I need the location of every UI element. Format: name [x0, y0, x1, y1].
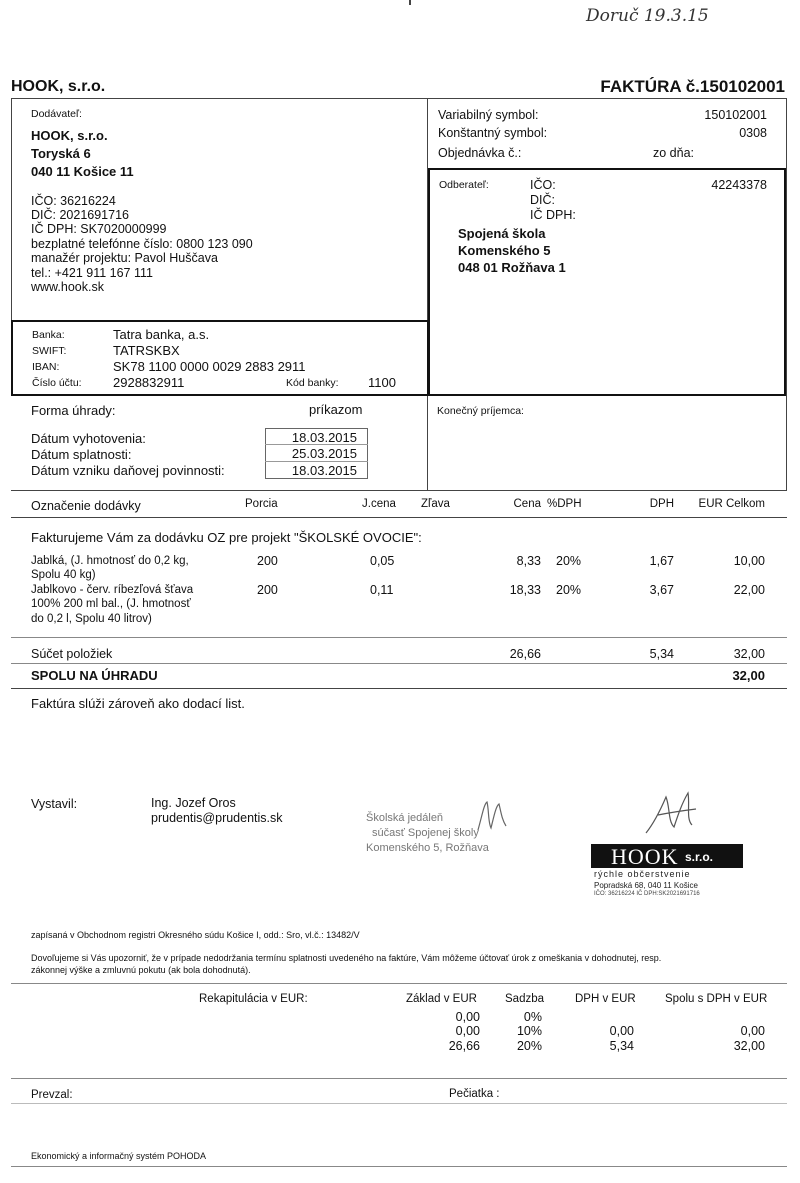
recap-row-1-base: 0,00 [455, 1010, 480, 1024]
hook-address: Popradská 68, 040 11 Košice [594, 881, 698, 890]
bank-value: Tatra banka, a.s. [113, 327, 210, 342]
frame-top-line [11, 98, 787, 99]
due-date-label: Dátum splatnosti: [31, 447, 132, 462]
stamp-label: Pečiatka : [449, 1088, 500, 1100]
issue-date-value: 18.03.2015 [291, 430, 357, 445]
recap-header-rate: Sadzba [505, 993, 545, 1005]
item-2-total: 22,00 [733, 583, 765, 597]
payment-form-label: Forma úhrady: [31, 403, 116, 418]
invoice-title: FAKTÚRA č.150102001 [600, 77, 785, 96]
bank-code-value: 1100 [368, 375, 396, 390]
variable-symbol-label: Variabilný symbol: [438, 108, 539, 122]
software-info: Ekonomický a informačný systém POHODA [31, 1151, 207, 1161]
tax-date-value: 18.03.2015 [291, 463, 357, 478]
swift-value: TATRSKBX [113, 343, 180, 358]
item-2-unit-price: 0,11 [370, 583, 394, 597]
tax-date-label: Dátum vzniku daňovej povinnosti: [31, 463, 225, 478]
sum-label: Súčet položiek [31, 647, 113, 661]
recap-row-1-rate: 0% [523, 1010, 542, 1024]
supplier-label: Dodávateľ: [31, 108, 82, 120]
school-stamp-line-3: Komenského 5, Rožňava [366, 842, 489, 854]
sum-total: 32,00 [733, 647, 765, 661]
received-label: Prevzal: [31, 1089, 73, 1101]
dates-divider-2 [265, 461, 368, 462]
col-header-vat: DPH [649, 498, 674, 510]
payment-form-value: príkazom [309, 402, 363, 417]
customer-label: Odberateľ: [439, 179, 489, 191]
supplier-dic: DIČ: 2021691716 [31, 208, 129, 222]
col-header-unit-price: J.cena [362, 498, 396, 510]
frame-line-items [11, 490, 787, 491]
item-2-desc-1: Jablkovo - červ. ríbezľová šťava [31, 584, 194, 596]
swift-label: SWIFT: [32, 345, 67, 357]
recap-row-2-total: 0,00 [740, 1024, 765, 1038]
supplier-street: Toryská 6 [31, 146, 91, 161]
col-header-vat-pct: %DPH [547, 498, 582, 510]
bank-code-label: Kód banky: [286, 377, 339, 389]
supplier-icdph: IČ DPH: SK7020000999 [31, 222, 167, 236]
item-1-price: 8,33 [516, 554, 541, 568]
customer-name: Spojená škola [458, 226, 546, 241]
delivery-note: Faktúra slúži zároveň ako dodací list. [31, 696, 245, 711]
recap-title: Rekapitulácia v EUR: [199, 993, 308, 1005]
frame-right-line [786, 98, 787, 490]
customer-street: Komenského 5 [458, 243, 551, 258]
issuer-name: Ing. Jozef Oros [151, 796, 236, 810]
item-1-unit-price: 0,05 [370, 554, 395, 568]
variable-symbol-value: 150102001 [704, 108, 767, 122]
school-stamp-line-1: Školská jedáleň [366, 812, 444, 824]
supplier-name: HOOK, s.r.o. [31, 128, 108, 143]
late-payment-notice-2: zákonnej výške a zmluvnú pokutu (ak bola dohodnutá). [31, 965, 251, 975]
supplier-web: www.hook.sk [31, 280, 104, 294]
recap-row-3-rate: 20% [516, 1039, 542, 1053]
account-value: 2928832911 [113, 375, 185, 390]
recap-header-vat: DPH v EUR [575, 993, 636, 1005]
final-recipient-label: Konečný príjemca: [437, 405, 524, 417]
hook-tagline: rýchle občerstvenie [594, 869, 691, 879]
recap-row-2-vat: 0,00 [609, 1024, 634, 1038]
handwritten-note: Doruč 19.3.15 [586, 6, 709, 26]
iban-value: SK78 1100 0000 0029 2883 2911 [113, 359, 306, 374]
customer-box [428, 168, 786, 396]
company-header: HOOK, s.r.o. [11, 78, 106, 95]
constant-symbol-value: 0308 [739, 126, 767, 140]
recap-row-2-base: 0,00 [455, 1024, 480, 1038]
hook-logo-suffix: s.r.o. [685, 850, 714, 864]
late-payment-notice-1: Dovoľujeme si Vás upozorniť, že v prípade nedodržania termínu splatnosti uvedeného na faktúre, Vám môžeme účtovať úrok z omeškania v dohodnutej, resp. [31, 953, 662, 963]
recap-header-base: Základ v EUR [406, 993, 477, 1005]
item-2-vat: 3,67 [649, 583, 674, 597]
sum-line-top [11, 637, 787, 638]
issuer-label: Vystavil: [31, 797, 78, 811]
hook-signature [640, 785, 702, 845]
supplier-manager: manažér projektu: Pavol Huščava [31, 251, 218, 265]
recap-header-total: Spolu s DPH v EUR [665, 993, 768, 1005]
supplier-ico: IČO: 36216224 [31, 194, 116, 208]
item-2-price: 18,33 [509, 583, 541, 597]
sum-price: 26,66 [509, 647, 541, 661]
col-header-total: EUR Celkom [698, 498, 765, 510]
customer-icdph-label: IČ DPH: [530, 208, 576, 222]
scan-mark [409, 0, 411, 5]
recap-row-2-rate: 10% [516, 1024, 542, 1038]
customer-ico-value: 42243378 [711, 178, 767, 192]
order-date-label: zo dňa: [653, 146, 695, 160]
header-underline [11, 517, 787, 518]
recap-row-3-vat: 5,34 [609, 1039, 634, 1053]
item-2-vat-pct: 20% [556, 583, 582, 597]
item-2-desc-3: do 0,2 l, Spolu 40 litrov) [31, 613, 152, 625]
hook-logo-text: HOOK [611, 844, 679, 869]
hook-ids: IČO: 36216224 IČ DPH:SK2021691716 [594, 891, 700, 897]
item-2-qty: 200 [257, 583, 278, 597]
customer-ico-label: IČO: [530, 178, 556, 192]
due-date-value: 25.03.2015 [291, 446, 357, 461]
account-label: Číslo účtu: [32, 377, 82, 389]
issue-date-label: Dátum vyhotovenia: [31, 431, 146, 446]
order-number-label: Objednávka č.: [438, 146, 522, 160]
item-1-vat-pct: 20% [556, 554, 582, 568]
item-1-total: 10,00 [733, 554, 765, 568]
item-1-vat: 1,67 [649, 554, 674, 568]
register-info: zapísaná v Obchodnom registri Okresného súdu Košice I, odd.: Sro, vl.č.: 13482/V [31, 930, 360, 940]
col-header-qty: Porcia [245, 498, 278, 510]
item-2-desc-2: 100% 200 ml bal., (J. hmotnosť [31, 598, 191, 610]
customer-dic-label: DIČ: [530, 193, 555, 207]
sum-vat: 5,34 [649, 647, 674, 661]
recap-row-3-total: 32,00 [733, 1039, 765, 1053]
sum-line-mid [11, 663, 787, 664]
issuer-email: prudentis@prudentis.sk [151, 811, 283, 825]
footer-top-line [11, 1078, 787, 1079]
recap-top-line [11, 983, 787, 984]
supplier-tel: tel.: +421 911 167 111 [31, 266, 153, 280]
school-signature [474, 796, 510, 836]
col-header-discount: Zľava [421, 498, 450, 510]
footer-mid-line [11, 1103, 787, 1104]
hook-logo [591, 844, 743, 868]
total-due-value: 32,00 [732, 668, 765, 683]
item-1-qty: 200 [257, 554, 278, 568]
constant-symbol-label: Konštantný symbol: [438, 126, 548, 140]
supplier-city: 040 11 Košice 11 [31, 164, 134, 179]
iban-label: IBAN: [32, 361, 60, 373]
sum-line-bottom [11, 688, 787, 689]
total-due-label: SPOLU NA ÚHRADU [31, 668, 158, 683]
items-intro: Fakturujeme Vám za dodávku OZ pre projekt "ŠKOLSKÉ OVOCIE": [31, 530, 422, 545]
item-1-desc-1: Jablká, (J. hmotnosť do 0,2 kg, [31, 555, 189, 567]
item-1-desc-2: Spolu 40 kg) [31, 569, 96, 581]
col-header-name: Označenie dodávky [31, 499, 141, 513]
col-header-price: Cena [513, 498, 541, 510]
supplier-free-phone: bezplatné telefónne číslo: 0800 123 090 [31, 237, 253, 251]
customer-city: 048 01 Rožňava 1 [458, 260, 566, 275]
bank-label: Banka: [32, 329, 65, 341]
school-stamp-line-2: súčasť Spojenej školy [372, 827, 479, 839]
recap-row-3-base: 26,66 [448, 1039, 480, 1053]
footer-bottom-line [11, 1166, 787, 1167]
